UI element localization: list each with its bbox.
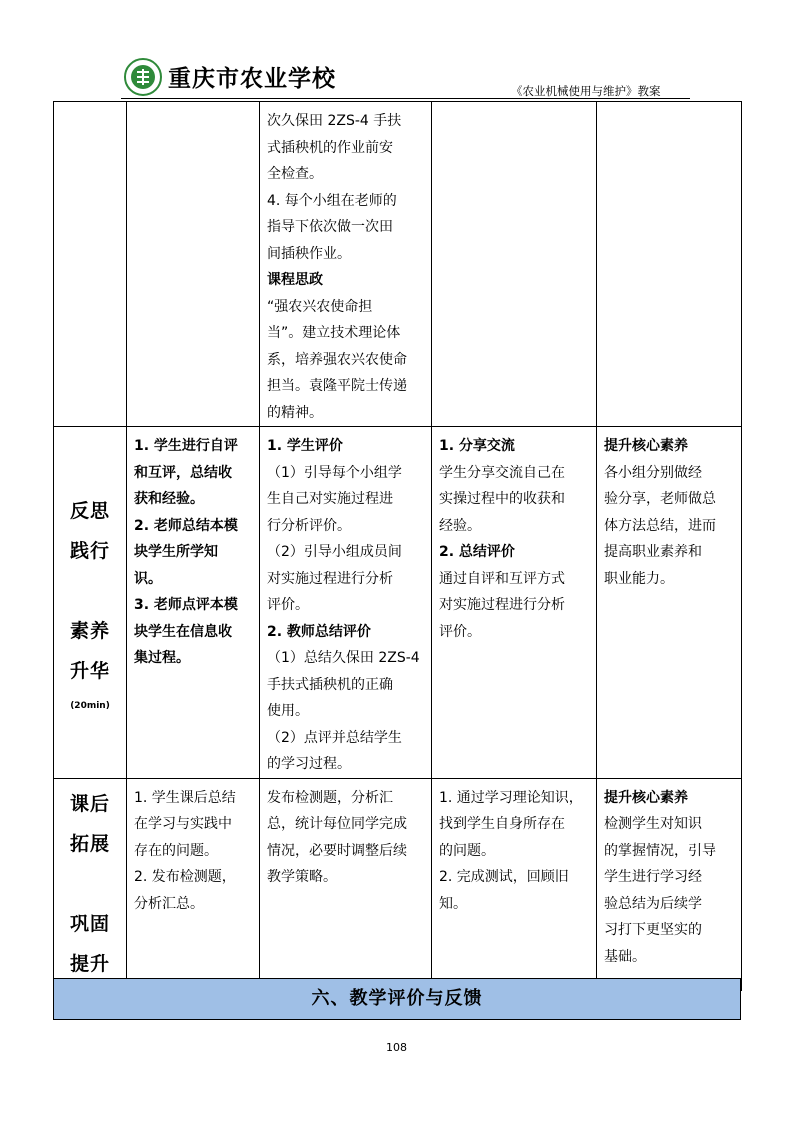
cell-text-line: 经验。 bbox=[439, 517, 481, 534]
cell-text-line: 担当。袁隆平院士传递 bbox=[267, 378, 407, 394]
cell-heading: 2. 教师总结评价 bbox=[267, 623, 371, 640]
stage-cell bbox=[54, 427, 127, 779]
stage-cell bbox=[54, 778, 127, 990]
cell-text-line: （1）总结久保田 2ZS-4 bbox=[267, 650, 420, 666]
cell-text-line: 评价。 bbox=[439, 623, 481, 640]
cell-text-line: “强农兴农使命担 bbox=[267, 298, 373, 315]
cell-text-line: 1. 通过学习理论知识， bbox=[439, 789, 583, 806]
cell-text-line: 找到学生自身所存在 bbox=[439, 816, 565, 832]
cell-text-line: 的问题。 bbox=[439, 842, 495, 859]
cell-heading: 提升核心素养 bbox=[604, 789, 688, 806]
table-row bbox=[54, 778, 742, 990]
cell-text-line: 通过自评和互评方式 bbox=[439, 570, 565, 587]
table-cell-col1 bbox=[127, 778, 260, 990]
table-row bbox=[54, 102, 742, 427]
cell-text-line: 2. 完成测试，回顾旧 bbox=[439, 869, 569, 885]
cell-text-line: 手扶式插秧机的正确 bbox=[267, 676, 393, 693]
cell-text-line: 学生进行学习经 bbox=[604, 869, 702, 885]
cell-text-line: 对实施过程进行分析 bbox=[267, 570, 393, 587]
cell-text-line: 全检查。 bbox=[267, 166, 323, 182]
cell-text-line: 总，统计每位同学完成 bbox=[267, 816, 407, 832]
cell-heading: 2. 老师总结本模 bbox=[134, 517, 238, 534]
cell-text-line: 1. 学生课后总结 bbox=[134, 789, 236, 806]
cell-text-line: 2. 发布检测题， bbox=[134, 869, 236, 885]
stage-label: 课后 bbox=[69, 793, 110, 815]
cell-text-line: 知。 bbox=[439, 895, 467, 912]
cell-heading: 1. 学生进行自评 bbox=[134, 438, 238, 454]
table-cell-col1 bbox=[127, 102, 260, 427]
cell-text-line: 的学习过程。 bbox=[267, 756, 351, 772]
cell-text-line: 体方法总结，进而 bbox=[604, 517, 716, 534]
table-cell-col3 bbox=[432, 427, 597, 779]
cell-text-line: 指导下依次做一次田 bbox=[267, 219, 393, 235]
stage-label: 巩固 bbox=[69, 913, 110, 935]
cell-text-line: 各小组分别做经 bbox=[604, 464, 702, 481]
cell-text-line: 4. 每个小组在老师的 bbox=[267, 192, 397, 209]
cell-text-line: 分析汇总。 bbox=[134, 895, 204, 912]
cell-text-line: （2）点评并总结学生 bbox=[267, 729, 402, 746]
table-cell-col2 bbox=[260, 778, 432, 990]
cell-text-line: 的精神。 bbox=[267, 404, 323, 421]
cell-text-line: 评价。 bbox=[267, 597, 309, 613]
table-cell-col2 bbox=[260, 102, 432, 427]
cell-text-line: 行分析评价。 bbox=[267, 517, 351, 534]
table-row bbox=[54, 427, 742, 779]
stage-label: 反思 bbox=[69, 500, 110, 523]
cell-heading: 块学生在信息收 bbox=[134, 623, 232, 640]
cell-text-line: 存在的问题。 bbox=[134, 842, 218, 859]
cell-text-line: 发布检测题，分析汇 bbox=[267, 789, 393, 806]
cell-text-line: 实操过程中的收获和 bbox=[439, 491, 565, 507]
cell-heading: 识。 bbox=[134, 570, 162, 587]
page-header bbox=[0, 0, 793, 105]
page-number: 108 bbox=[386, 1041, 407, 1054]
school-logo-icon bbox=[124, 58, 162, 96]
cell-text-line: 基础。 bbox=[604, 948, 646, 965]
table-cell-col4 bbox=[597, 778, 742, 990]
cell-text-line: （2）引导小组成员间 bbox=[267, 544, 402, 560]
cell-text-line: 情况，必要时调整后续 bbox=[267, 842, 407, 859]
cell-text-line: 式插秧机的作业前安 bbox=[267, 139, 393, 156]
cell-text-line: 习打下更坚实的 bbox=[604, 922, 702, 938]
cell-heading: 提升核心素养 bbox=[604, 438, 688, 454]
book-emblem-icon bbox=[136, 69, 150, 85]
cell-heading: 2. 总结评价 bbox=[439, 544, 515, 560]
cell-text-line: 职业能力。 bbox=[604, 570, 674, 587]
stage-label: 素养 bbox=[69, 620, 110, 643]
cell-text-line: 当”。建立技术理论体 bbox=[267, 325, 401, 341]
cell-text-line: 学生分享交流自己在 bbox=[439, 464, 565, 481]
table-cell-col1 bbox=[127, 427, 260, 779]
cell-heading: 集过程。 bbox=[134, 650, 190, 666]
section-heading: 六、教学评价与反馈 bbox=[53, 978, 741, 1020]
cell-text-line: 教学策略。 bbox=[267, 869, 337, 885]
cell-text-line: 验分享，老师做总 bbox=[604, 491, 716, 507]
cell-heading: 获和经验。 bbox=[134, 491, 204, 507]
cell-heading: 3. 老师点评本模 bbox=[134, 597, 238, 613]
header-divider bbox=[121, 98, 690, 99]
cell-text-line: 验总结为后续学 bbox=[604, 895, 702, 912]
cell-text-line: 使用。 bbox=[267, 703, 309, 719]
cell-text-line: 间插秧作业。 bbox=[267, 245, 351, 262]
cell-text-line: 系，培养强农兴农使命 bbox=[267, 351, 407, 368]
table-cell-col4 bbox=[597, 427, 742, 779]
cell-heading: 课程思政 bbox=[267, 272, 323, 288]
cell-heading: 1. 学生评价 bbox=[267, 438, 343, 454]
cell-text-line: 在学习与实践中 bbox=[134, 816, 232, 832]
stage-cell bbox=[54, 102, 127, 427]
stage-label: 践行 bbox=[69, 540, 110, 563]
cell-heading: 和互评，总结收 bbox=[134, 464, 232, 481]
cell-text-line: 提高职业素养和 bbox=[604, 544, 702, 560]
stage-label: 提升 bbox=[69, 953, 110, 975]
stage-label: 拓展 bbox=[69, 833, 110, 855]
table-cell-col3 bbox=[432, 102, 597, 427]
stage-label: 升华 bbox=[69, 660, 110, 683]
cell-text-line: 次久保田 2ZS-4 手扶 bbox=[267, 113, 402, 129]
cell-text-line: （1）引导每个小组学 bbox=[267, 464, 402, 481]
table-cell-col2 bbox=[260, 427, 432, 779]
lesson-plan-table bbox=[53, 101, 742, 991]
cell-text-line: 生自己对实施过程进 bbox=[267, 491, 393, 507]
table-cell-col4 bbox=[597, 102, 742, 427]
cell-text-line: 对实施过程进行分析 bbox=[439, 597, 565, 613]
cell-heading: 块学生所学知 bbox=[134, 544, 218, 560]
school-name: 重庆市农业学校 bbox=[168, 66, 336, 92]
cell-text-line: 的掌握情况，引导 bbox=[604, 842, 716, 859]
cell-text-line: 检测学生对知识 bbox=[604, 816, 702, 832]
document-title: 《农业机械使用与维护》教案 bbox=[511, 84, 661, 98]
table-cell-col3 bbox=[432, 778, 597, 990]
stage-duration: (20min) bbox=[70, 701, 110, 712]
cell-heading: 1. 分享交流 bbox=[439, 438, 515, 454]
